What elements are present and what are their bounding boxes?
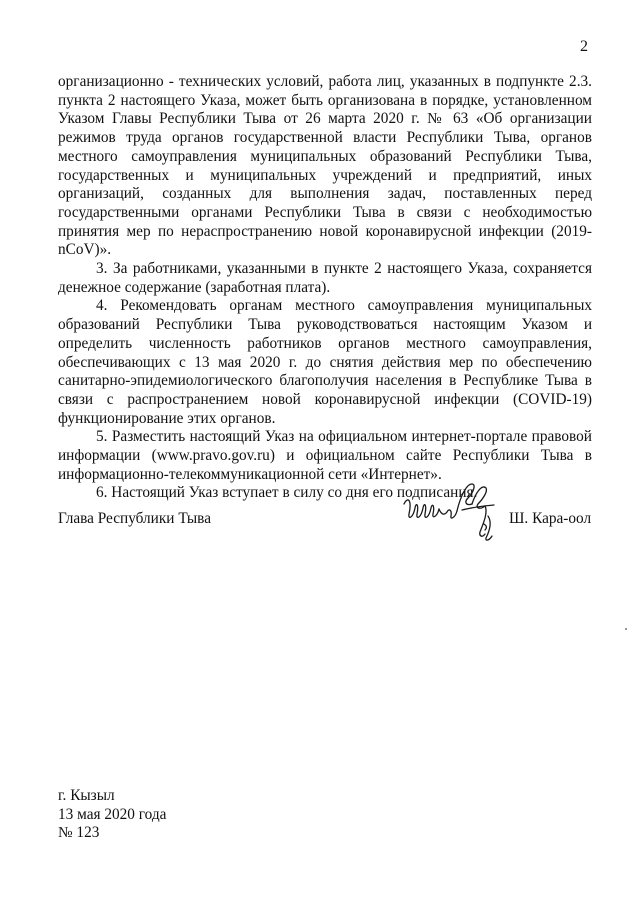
- footer-number: № 123: [58, 824, 100, 842]
- page-number: 2: [580, 38, 588, 55]
- signer-title: Глава Республики Тыва: [58, 510, 211, 527]
- signer-name: Ш. Кара-оол: [509, 510, 592, 527]
- paragraph-continuation: организационно - технических условий, работа лиц, указанных в подпункте 2.3. пункта 2 настоящего Указа, может быть организована в порядке, установленном Указом Главы Республики Тыва от 26 марта 2020 г. № 63 «Об организации режимов труда органов государственной власти Республики Тыва, органов местного самоуправления муниципальных образований Республики Тыва, государственных и муниципальных учреждений и предприятий, иных организаций, созданных для выполнения задач, поставленных перед государственными органами Республики Тыва в связи с необходимостью принятия мер по нераспространению новой коронавирусной инфекции (2019-nCoV)».: [58, 73, 592, 259]
- signature-block: [58, 478, 592, 548]
- paragraph-item-3: 3. За работниками, указанными в пункте 2 настоящего Указа, сохраняется денежное содержание (заработная плата).: [58, 260, 592, 296]
- footer-city: г. Кызыл: [58, 787, 115, 804]
- scan-speck: [625, 628, 627, 630]
- decree-body: [58, 73, 592, 503]
- paragraph-item-4: 4. Рекомендовать органам местного самоуправления муниципальных образований Республики Тыва руководствоваться настоящим Указом и определить численность работников органов местного самоуправления, обеспечивающих с 13 мая 2020 г. до снятия действия мер по обеспечению санитарно-эпидемиологического благополучия населения в Республике Тыва в связи с распространением новой коронавирусной инфекции (COVID-19) функционирование этих органов.: [58, 297, 592, 427]
- paragraph-item-5: 5. Разместить настоящий Указ на официальном интернет-портале правовой информации (www.pravo.gov.ru) и официальном сайте Республики Тыва в информационно-телекоммуникационной сети «Интернет».: [58, 428, 592, 483]
- paragraph-item-6: 6. Настоящий Указ вступает в силу со дня его подписания.: [96, 484, 478, 502]
- handwritten-signature: [400, 478, 510, 544]
- footer-date: 13 мая 2020 года: [58, 805, 167, 823]
- decree-footer: [58, 787, 166, 843]
